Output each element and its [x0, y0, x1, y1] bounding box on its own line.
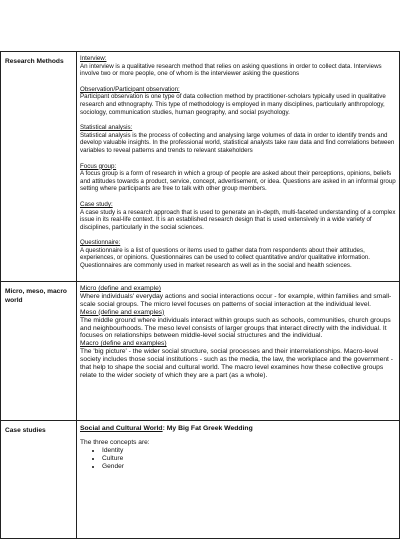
method-section: [80, 124, 396, 154]
level-text: Where individuals' everyday actions and social interactions occur - for example, within families and small-scale social groups. The micro level focuses on patterns of social interaction at the individual level.: [80, 292, 392, 308]
method-section: [80, 55, 396, 78]
list-item: • Culture: [102, 455, 396, 463]
method-text: A focus group is a form of research in which a group of people are asked about their perceptions, opinions, beliefs and attitudes towards a product, service, concept, advertisement, or idea. Questions are asked in an informal group setting where participants are free to talk with other group members.: [80, 170, 396, 193]
method-section: [80, 201, 396, 231]
method-text: A case study is a research approach that is used to generate an in-depth, multi-faceted understanding of a complex issue in its real-life context. It is an established research design that is used extensively in a wide variety of disciplines, particularly in the social sciences.: [80, 208, 396, 231]
concepts-list: [80, 447, 396, 471]
method-heading: Questionnaire:: [80, 239, 121, 247]
method-text: An interview is a qualitative research method that relies on asking questions in order to collect data. Interviews involve two or more people, one of whom is the interviewer asking the questions: [80, 62, 382, 78]
micro-meso-macro-content: [77, 282, 400, 421]
method-section: [80, 86, 396, 116]
row-label: Case studies: [1, 421, 77, 539]
concepts-intro: The three concepts are:: [80, 439, 150, 446]
method-heading: Statistical analysis:: [80, 124, 133, 132]
method-heading: Interview:: [80, 55, 107, 62]
method-heading: Focus group:: [80, 162, 117, 170]
case-study-title: [80, 424, 396, 433]
research-methods-content: [77, 52, 400, 282]
notes-table: [0, 51, 400, 539]
method-text: A questionnaire is a list of questions or items used to gather data from respondents about their attitudes, experiences, or opinions. Questionnaires can be used to collect quantitative and/or qualitative information. Questionnaires are commonly used in market research as well as in the social and health sciences.: [80, 246, 370, 270]
method-section: [80, 239, 396, 269]
level-text: The middle ground where individuals interact within groups such as schools, communities, church groups and neighbourhoods. The meso level consists of larger groups that interact directly with the individual. It focuses on relationships between middle-level social structures and the individual.: [80, 316, 391, 340]
row-label: Research Methods: [1, 52, 77, 282]
level-text: The 'big picture' - the wider social structure, social processes and their interrelationships. Macro-level society includes those social institutions - such as the media, the law, the workplace and the government - that help to shape the social and cultural world. The macro level examines how these collective groups relate to the wider society of which they are a part (as a whole).: [80, 348, 393, 379]
list-item: • Gender: [102, 463, 396, 471]
list-item: • Identity: [102, 447, 396, 455]
method-heading: Case study:: [80, 200, 113, 208]
method-heading: Observation/Participant observation:: [80, 85, 180, 93]
table-row-research-methods: [1, 52, 400, 282]
case-study-title-underlined: Social and Cultural World: [80, 425, 163, 432]
row-label: Micro, meso, macro world: [1, 282, 77, 421]
table-row-micro-meso-macro: [1, 282, 400, 421]
level-heading: Micro (define and example): [80, 285, 162, 292]
case-study-title-rest: : My Big Fat Greek Wedding: [162, 425, 253, 432]
table-row-case-studies: [1, 421, 400, 539]
case-studies-content: [77, 421, 400, 539]
level-heading: Macro (define and examples): [80, 340, 167, 348]
method-text: Participant observation is one type of data collection method by practitioner-scholars typically used in qualitative research and ethnography. This type of methodology is employed in many disciplines, particularly anthropology, sociology, communication studies, human geography, and social psychology.: [80, 93, 386, 116]
method-section: [80, 163, 396, 193]
method-text: Statistical analysis is the process of collecting and analysing large volumes of data in order to identify trends and develop valuable insights. In the professional world, statistical analysts take raw data and find correlations between variables to reveal patterns and trends to relevant stakeholders: [80, 131, 395, 154]
level-heading: Meso (define and examples): [80, 308, 165, 316]
